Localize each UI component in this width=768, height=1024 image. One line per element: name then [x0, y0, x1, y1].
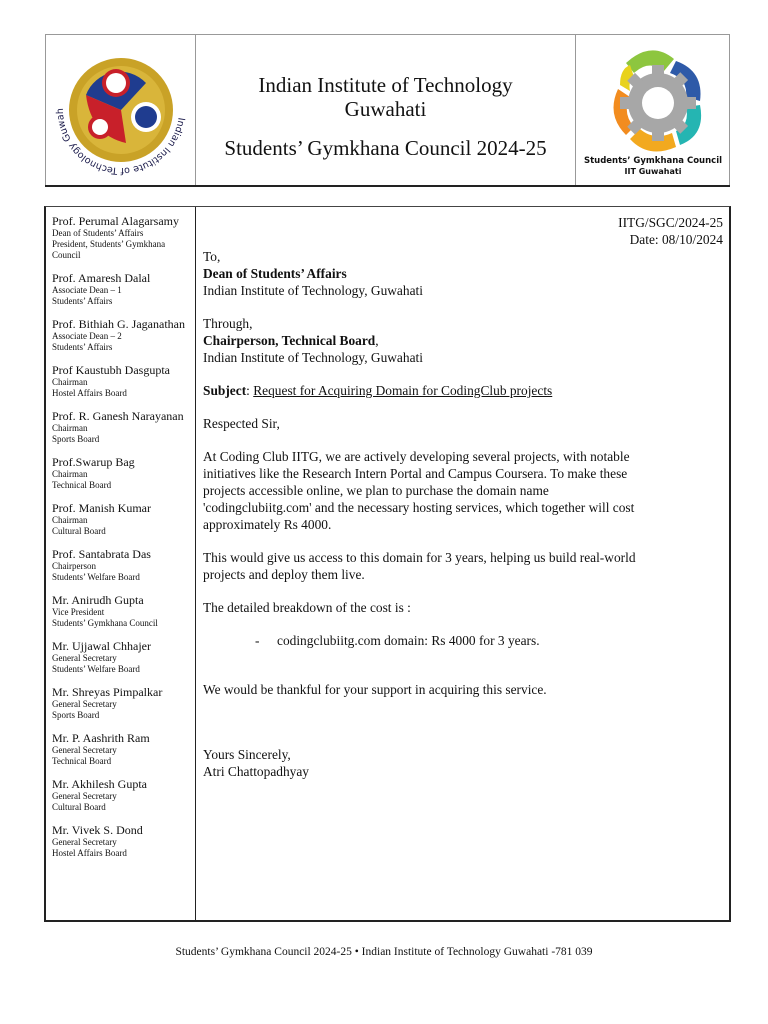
- official-role: General Secretary: [52, 699, 117, 709]
- institute-name-line1: Indian Institute of Technology: [258, 73, 513, 97]
- official-entry: [52, 455, 195, 491]
- official-role: Technical Board: [52, 756, 112, 766]
- reference-block: [203, 214, 723, 248]
- official-entry: [52, 823, 195, 859]
- official-name: Mr. Anirudh Gupta: [52, 593, 144, 607]
- official-name: Prof. Bithiah G. Jaganathan: [52, 317, 185, 331]
- to-label: To,: [203, 249, 221, 264]
- official-name: Mr. Vivek S. Dond: [52, 823, 143, 837]
- official-entry: [52, 271, 195, 307]
- paragraph-1-line: 'codingclubiitg.com' and the necessary hosting services, which together will cost: [203, 500, 635, 515]
- official-role: Students’ Welfare Board: [52, 664, 140, 674]
- official-role: Associate Dean – 1: [52, 285, 122, 295]
- official-role: Dean of Students’ Affairs: [52, 228, 144, 238]
- official-role: General Secretary: [52, 653, 117, 663]
- letter-body: [203, 214, 723, 920]
- page-footer: Students’ Gymkhana Council 2024-25 • Indian Institute of Technology Guwahati -781 039: [175, 946, 593, 958]
- breakdown-intro: The detailed breakdown of the cost is :: [203, 600, 411, 615]
- paragraph-2-line: projects and deploy them live.: [203, 567, 365, 582]
- council-name: Students’ Gymkhana Council 2024-25: [224, 136, 547, 160]
- official-role: Cultural Board: [52, 802, 106, 812]
- to-org: Indian Institute of Technology, Guwahati: [203, 283, 423, 298]
- institute-name-line2: Guwahati: [344, 97, 427, 121]
- official-role: Hostel Affairs Board: [52, 388, 127, 398]
- official-role: Cultural Board: [52, 526, 106, 536]
- through-block: [203, 315, 723, 366]
- sgc-caption-1: Students’ Gymkhana Council: [583, 156, 723, 166]
- salutation: Respected Sir,: [203, 416, 280, 431]
- sgc-gear-logo: [575, 35, 729, 185]
- official-role: Chairperson: [52, 561, 96, 571]
- official-entry: [52, 501, 195, 537]
- official-entry: [52, 731, 195, 767]
- official-entry: [52, 593, 195, 629]
- addressee-block: [203, 248, 723, 299]
- official-role: Chairman: [52, 423, 88, 433]
- official-entry: [52, 547, 195, 583]
- through-org: Indian Institute of Technology, Guwahati: [203, 350, 423, 365]
- letter-date: Date: 08/10/2024: [629, 232, 723, 247]
- official-role: Sports Board: [52, 710, 100, 720]
- subject-label: Subject: [203, 383, 247, 398]
- letterhead: [45, 34, 730, 186]
- thanks-paragraph: We would be thankful for your support in acquiring this service.: [203, 682, 547, 697]
- through-title: Chairperson, Technical Board: [203, 333, 376, 348]
- reference-number: IITG/SGC/2024-25: [618, 215, 723, 230]
- subject-colon: :: [246, 383, 254, 398]
- official-role: Sports Board: [52, 434, 100, 444]
- official-entry: [52, 317, 195, 353]
- official-role: Hostel Affairs Board: [52, 848, 127, 858]
- through-comma: ,: [375, 333, 379, 348]
- official-role: Associate Dean – 2: [52, 331, 122, 341]
- closing: Yours Sincerely,: [203, 747, 291, 762]
- bullet-dash: -: [255, 633, 260, 648]
- official-name: Prof. Manish Kumar: [52, 501, 151, 515]
- cost-item-text: codingclubiitg.com domain: Rs 4000 for 3 years.: [277, 633, 540, 648]
- subject-text: Request for Acquiring Domain for CodingClub projects: [253, 383, 553, 398]
- official-role: General Secretary: [52, 745, 117, 755]
- official-name: Mr. Akhilesh Gupta: [52, 777, 147, 791]
- official-role: Students’ Affairs: [52, 342, 113, 352]
- official-role: Students’ Welfare Board: [52, 572, 140, 582]
- official-name: Prof. Amaresh Dalal: [52, 271, 151, 285]
- cost-list-item: [255, 632, 723, 649]
- official-entry: [52, 214, 195, 261]
- official-name: Mr. P. Aashrith Ram: [52, 731, 150, 745]
- official-entry: [52, 685, 195, 721]
- paragraph-2: [203, 549, 723, 583]
- iitg-emblem-logo: [46, 35, 196, 185]
- official-role: Council: [52, 250, 81, 260]
- official-entry: [52, 363, 195, 399]
- gear-icon: [576, 35, 730, 185]
- paragraph-2-line: This would give us access to this domain for 3 years, helping us build real-world: [203, 550, 636, 565]
- official-role: Chairman: [52, 377, 88, 387]
- official-role: General Secretary: [52, 791, 117, 801]
- through-label: Through,: [203, 316, 253, 331]
- officials-sidebar: [46, 207, 196, 920]
- paragraph-1-line: projects accessible online, we plan to purchase the domain name: [203, 483, 549, 498]
- official-entry: [52, 639, 195, 675]
- official-entry: [52, 409, 195, 445]
- paragraph-1: [203, 448, 723, 533]
- official-role: Vice President: [52, 607, 105, 617]
- official-name: Prof. Perumal Alagarsamy: [52, 214, 179, 228]
- official-name: Mr. Ujjawal Chhajer: [52, 639, 151, 653]
- paragraph-1-line: initiatives like the Research Intern Portal and Campus Coursera. To make these: [203, 466, 628, 481]
- paragraph-1-line: approximately Rs 4000.: [203, 517, 332, 532]
- signatory: Atri Chattopadhyay: [203, 764, 309, 779]
- paragraph-1-line: At Coding Club IITG, we are actively developing several projects, with notable: [203, 449, 630, 464]
- official-name: Prof. R. Ganesh Narayanan: [52, 409, 184, 423]
- sgc-caption-2: IIT Guwahati: [624, 167, 682, 176]
- official-name: Mr. Shreyas Pimpalkar: [52, 685, 163, 699]
- to-title: Dean of Students’ Affairs: [203, 266, 347, 281]
- official-name: Prof. Santabrata Das: [52, 547, 151, 561]
- official-name: Prof.Swarup Bag: [52, 455, 135, 469]
- official-role: Students’ Gymkhana Council: [52, 618, 158, 628]
- iitg-emblem-icon: [46, 35, 196, 185]
- emblem-ring-text: Indian Institute of Technology Guwah: [54, 108, 187, 177]
- closing-block: [203, 746, 723, 780]
- letterhead-title: [196, 35, 575, 185]
- letter-frame: [44, 206, 731, 922]
- official-name: Prof Kaustubh Dasgupta: [52, 363, 170, 377]
- official-role: General Secretary: [52, 837, 117, 847]
- subject-line: [203, 382, 723, 399]
- official-role: Chairman: [52, 515, 88, 525]
- official-role: Technical Board: [52, 480, 112, 490]
- institute-name: [196, 73, 575, 121]
- official-role: President, Students’ Gymkhana: [52, 239, 166, 249]
- official-role: Chairman: [52, 469, 88, 479]
- official-role: Students’ Affairs: [52, 296, 113, 306]
- official-entry: [52, 777, 195, 813]
